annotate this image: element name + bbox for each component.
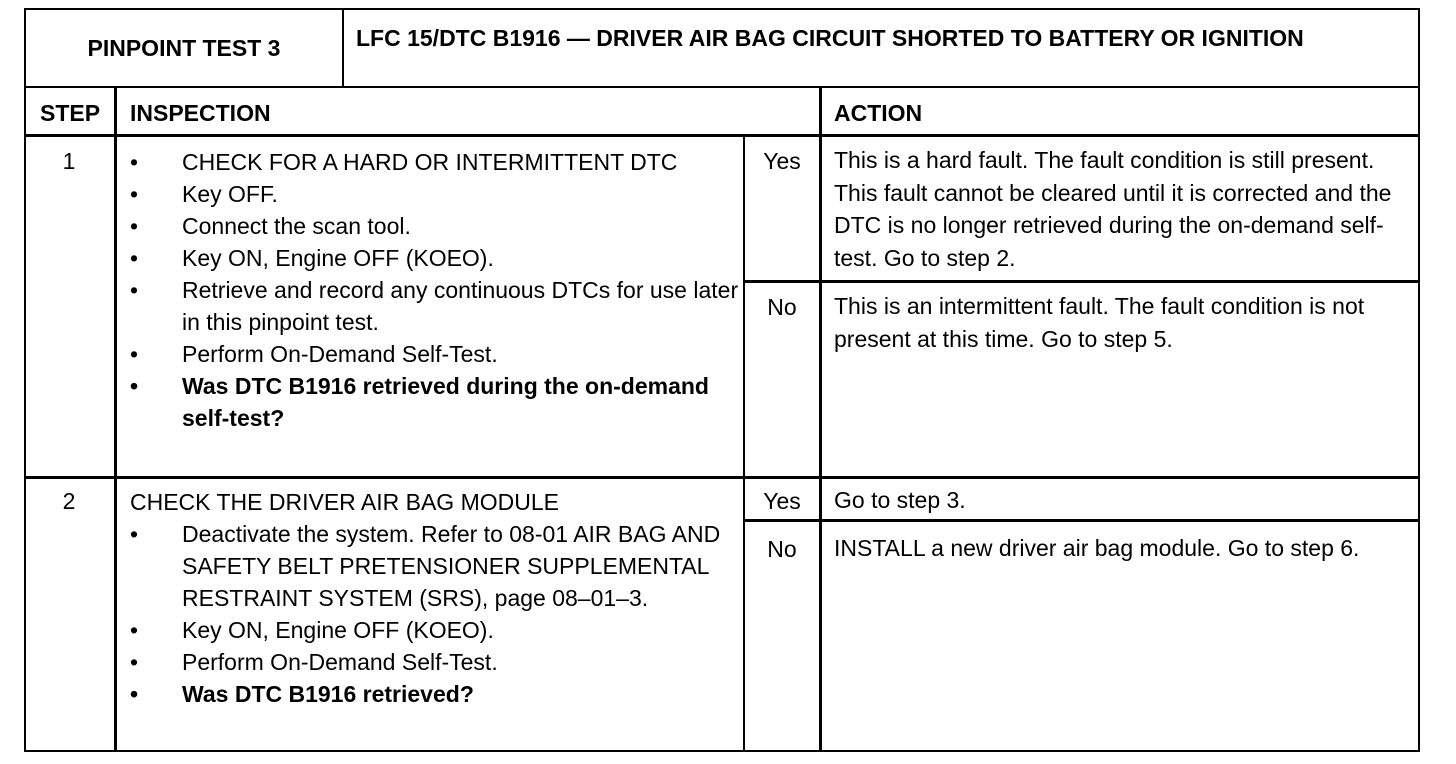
column-header-inspection: INSPECTION <box>130 100 271 126</box>
inspection-list <box>116 518 740 710</box>
step-number: 2 <box>62 488 76 514</box>
column-header-action: ACTION <box>834 100 923 126</box>
no-label: No <box>767 294 797 320</box>
yesno-column-divider <box>743 136 745 752</box>
inspection-list <box>116 146 740 434</box>
action-column-divider <box>819 88 822 752</box>
inspection-item: • Connect the scan tool. <box>130 213 411 239</box>
inspection-item: • Key OFF. <box>130 181 278 207</box>
row1-yesno-divider <box>743 280 1420 283</box>
table-border-right <box>1418 88 1420 752</box>
row-divider <box>24 476 1420 479</box>
inspection-item: • Perform On-Demand Self-Test. <box>130 341 498 367</box>
yes-label: Yes <box>763 148 801 174</box>
step-number: 1 <box>62 148 76 174</box>
test-title: LFC 15/DTC B1916 — DRIVER AIR BAG CIRCUIT SHORTED TO BATTERY OR IGNITION <box>356 25 1304 51</box>
inspection-question: • Was DTC B1916 retrieved? <box>130 681 474 707</box>
inspection-cell <box>116 146 740 434</box>
inspection-item: • Deactivate the system. Refer to 08-01 AIR BAG AND SAFETY BELT PRETENSIONER SUPPLEMENTAL RESTRAINT SYSTEM (SRS), page 08–01–3. <box>130 521 721 611</box>
test-label: PINPOINT TEST 3 <box>26 10 344 86</box>
no-label: No <box>767 536 797 562</box>
inspection-item: • Perform On-Demand Self-Test. <box>130 649 498 675</box>
table-border-bottom <box>24 750 1420 752</box>
no-action: This is an intermittent fault. The fault condition is not present at this time. Go to step 5. <box>834 293 1365 352</box>
table-border-left <box>24 88 26 752</box>
inspection-heading: CHECK THE DRIVER AIR BAG MODULE <box>130 489 559 515</box>
column-header-divider <box>24 134 1420 137</box>
inspection-item: • Retrieve and record any continuous DTCs for use later in this pinpoint test. <box>130 277 739 335</box>
pinpoint-test-header <box>24 8 1420 88</box>
yes-action: This is a hard fault. The fault condition is still present. This fault cannot be cleared until it is corrected and the DTC is no longer retrieved during the on-demand self-test. Go to step 2. <box>834 147 1392 271</box>
inspection-cell <box>116 486 740 710</box>
inspection-question: • Was DTC B1916 retrieved during the on-demand self-test? <box>130 373 709 431</box>
yes-action: Go to step 3. <box>834 487 966 513</box>
no-action: INSTALL a new driver air bag module. Go to step 6. <box>834 535 1360 561</box>
inspection-item: • CHECK FOR A HARD OR INTERMITTENT DTC <box>130 149 678 175</box>
column-header-step: STEP <box>40 100 101 126</box>
inspection-item: • Key ON, Engine OFF (KOEO). <box>130 245 494 271</box>
yes-label: Yes <box>763 488 801 514</box>
row2-yesno-divider <box>743 519 1420 522</box>
inspection-item: • Key ON, Engine OFF (KOEO). <box>130 617 494 643</box>
